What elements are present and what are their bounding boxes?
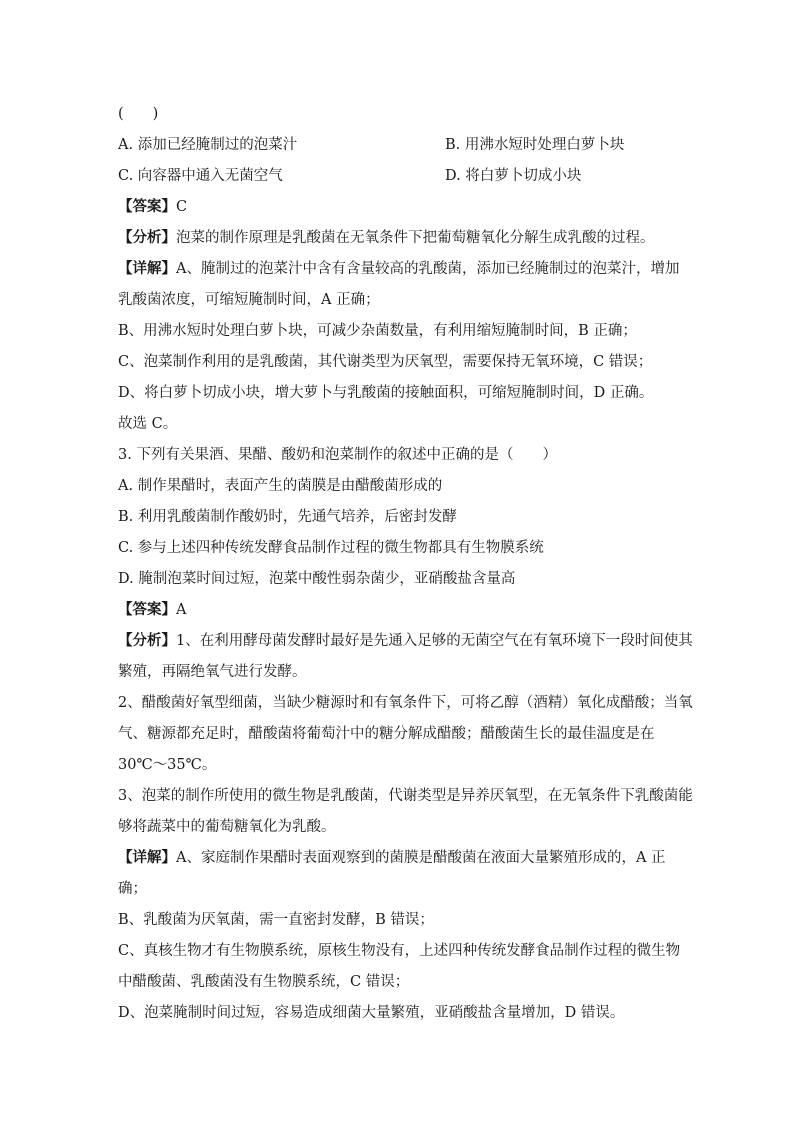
q3-option-b: B. 利用乳酸菌制作酸奶时，先通气培养，后密封发酵 bbox=[118, 509, 457, 525]
q3-detail-line: B、乳酸菌为厌氧菌，需一直密封发酵，B 错误； bbox=[118, 912, 434, 928]
q2-option-c: C. 向容器中通入无菌空气 bbox=[118, 168, 283, 184]
q3-analysis-line bbox=[118, 631, 693, 651]
q3-detail-line: D、泡菜腌制时间过短，容易造成细菌大量繁殖，亚硝酸盐含量增加，D 错误。 bbox=[118, 1005, 625, 1021]
detail-text: A、家庭制作果醋时表面观察到的菌膜是醋酸菌在液面大量繁殖形成的，A 正 bbox=[176, 850, 666, 866]
analysis-tag: 【分析】 bbox=[118, 229, 176, 246]
q3-analysis-line: 2、醋酸菌好氧型细菌，当缺少糖源时和有氧条件下，可将乙醇（酒精）氧化成醋酸；当氧 bbox=[118, 695, 693, 711]
q2-detail-line: D、将白萝卜切成小块，增大萝卜与乳酸菌的接触面积，可缩短腌制时间，D 正确。 bbox=[118, 385, 654, 401]
q2-detail-line: 乳酸菌浓度，可缩短腌制时间，A 正确； bbox=[118, 292, 380, 308]
analysis-tag: 【分析】 bbox=[118, 632, 176, 649]
paren-blank: ( ) bbox=[118, 106, 159, 122]
q2-option-b: B. 用沸水短时处理白萝卜块 bbox=[445, 137, 625, 153]
detail-tag: 【详解】 bbox=[118, 260, 176, 277]
q3-detail-line: C、真核生物才有生物膜系统，原核生物没有，上述四种传统发酵食品制作过程的微生物 bbox=[118, 943, 681, 959]
answer-value: A bbox=[176, 602, 187, 618]
q2-detail-line: B、用沸水短时处理白萝卜块，可减少杂菌数量，有利用缩短腌制时间，B 正确； bbox=[118, 323, 637, 339]
q3-detail-line bbox=[118, 848, 666, 868]
q3-analysis-line: 繁殖，再隔绝氧气进行发酵。 bbox=[118, 664, 307, 680]
q2-detail-line: C、泡菜制作利用的是乳酸菌，其代谢类型为厌氧型，需要保持无氧环境，C 错误； bbox=[118, 354, 653, 370]
q3-analysis-line: 3、泡菜的制作所使用的微生物是乳酸菌，代谢类型是异养厌氧型，在无氧条件下乳酸菌能 bbox=[118, 788, 693, 804]
q2-conclusion: 故选 C。 bbox=[118, 416, 178, 432]
q3-analysis-line: 够将蔬菜中的葡萄糖氧化为乳酸。 bbox=[118, 819, 336, 835]
detail-tag: 【详解】 bbox=[118, 849, 176, 866]
q2-detail-line bbox=[118, 259, 679, 279]
q3-detail-line: 中醋酸菌、乳酸菌没有生物膜系统，C 错误； bbox=[118, 974, 410, 990]
q2-option-a: A. 添加已经腌制过的泡菜汁 bbox=[118, 137, 298, 153]
q3-answer bbox=[118, 600, 186, 620]
q3-option-d: D. 腌制泡菜时间过短，泡菜中酸性弱杂菌少，亚硝酸盐含量高 bbox=[118, 571, 516, 587]
q3-analysis-line: 气、糖源都充足时，醋酸菌将葡萄汁中的糖分解成醋酸；醋酸菌生长的最佳温度是在 bbox=[118, 726, 655, 742]
analysis-text: 泡菜的制作原理是乳酸菌在无氧条件下把葡萄糖氧化分解生成乳酸的过程。 bbox=[176, 230, 655, 246]
answer-tag: 【答案】 bbox=[118, 601, 176, 618]
q2-option-d: D. 将白萝卜切成小块 bbox=[445, 168, 582, 184]
q3-option-a: A. 制作果醋时，表面产生的菌膜是由醋酸菌形成的 bbox=[118, 478, 443, 494]
analysis-text: 1、在利用酵母菌发酵时最好是先通入足够的无菌空气在有氧环境下一段时间使其 bbox=[176, 633, 693, 649]
q2-answer bbox=[118, 197, 187, 217]
answer-tag: 【答案】 bbox=[118, 198, 176, 215]
q3-stem: 3. 下列有关果酒、果醋、酸奶和泡菜制作的叙述中正确的是（ ） bbox=[118, 447, 557, 463]
q3-detail-line: 确； bbox=[118, 881, 147, 897]
answer-value: C bbox=[176, 199, 188, 215]
q3-analysis-line: 30℃～35℃。 bbox=[118, 757, 217, 773]
q3-option-c: C. 参与上述四种传统发酵食品制作过程的微生物都具有生物膜系统 bbox=[118, 540, 544, 556]
q2-analysis bbox=[118, 228, 655, 248]
detail-text: A、腌制过的泡菜汁中含有含量较高的乳酸菌，添加已经腌制过的泡菜汁，增加 bbox=[176, 261, 680, 277]
